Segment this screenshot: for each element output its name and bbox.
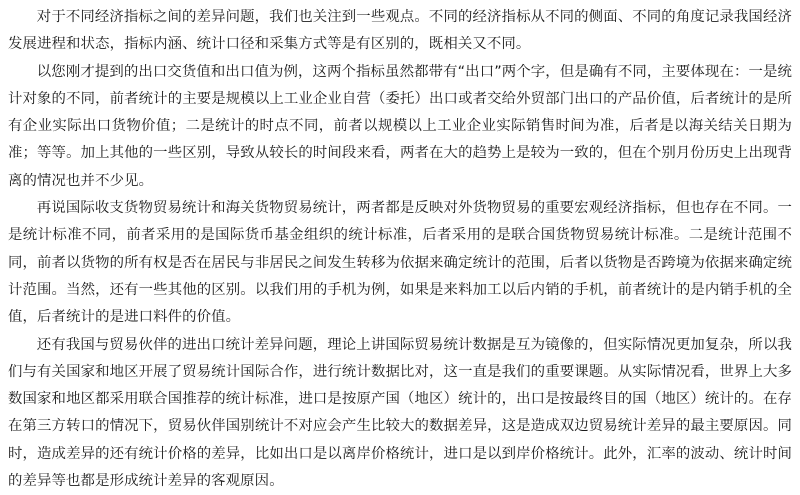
paragraph-economic-indicators: 对于不同经济指标之间的差异问题，我们也关注到一些观点。不同的经济指标从不同的侧面、不同的角度记录我国经济发展进程和状态，指标内涵、统计口径和采集方式等是有区别的，既相关又不同。 — [8, 9, 792, 53]
article-body — [8, 4, 792, 495]
paragraph-balance-of-payments: 再说国际收支货物贸易统计和海关货物贸易统计，两者都是反映对外货物贸易的重要宏观经济指标，但也存在不同。一是统计标准不同，前者采用的是国际货币基金组织的统计标准，后者采用的是联合国货物贸易统计标准。二是统计范围不同，前者以货物的所有权是否在居民与非居民之间发生转移为依据来确定统计的范围，后者以货物是否跨境为依据来确定统计范围。当然，还有一些其他的区别。以我们用的手机为例，如果是来料加工以后内销的手机，前者统计的是内销手机的全值，后者统计的是进口料件的价值。 — [8, 200, 792, 326]
paragraph-trade-partner-discrepancy: 还有我国与贸易伙伴的进出口统计差异问题，理论上讲国际贸易统计数据是互为镜像的，但实际情况更加复杂，所以我们与有关国家和地区开展了贸易统计国际合作，进行统计数据比对，这一直是我们的重要课题。从实际情况看，世界上大多数国家和地区都采用联合国推荐的统计标准，进口是按原产国（地区）统计的，出口是按最终目的国（地区）统计的。在存在第三方转口的情况下，贸易伙伴国别统计不对应会产生比较大的数据差异，这是造成双边贸易统计差异的最主要原因。同时，造成差异的还有统计价格的差异，比如出口是以离岸价格统计，进口是以到岸价格统计。此外，汇率的波动、统计时间的差异等也都是形成统计差异的客观原因。 — [8, 336, 792, 490]
paragraph-export-delivery-value: 以您刚才提到的出口交货值和出口值为例，这两个指标虽然都带有“出口”两个字，但是确有不同，主要体现在：一是统计对象的不同，前者统计的主要是规模以上工业企业自营（委托）出口或者交给外贸部门出口的产品价值，后者统计的是所有企业实际出口货物价值；二是统计的时点不同，前者以规模以上工业企业实际销售时间为准，后者是以海关结关日期为准；等等。加上其他的一些区别，导致从较长的时间段来看，两者在大的趋势上是较为一致的，但在个别月份历史上出现背离的情况也并不少见。 — [8, 63, 792, 189]
